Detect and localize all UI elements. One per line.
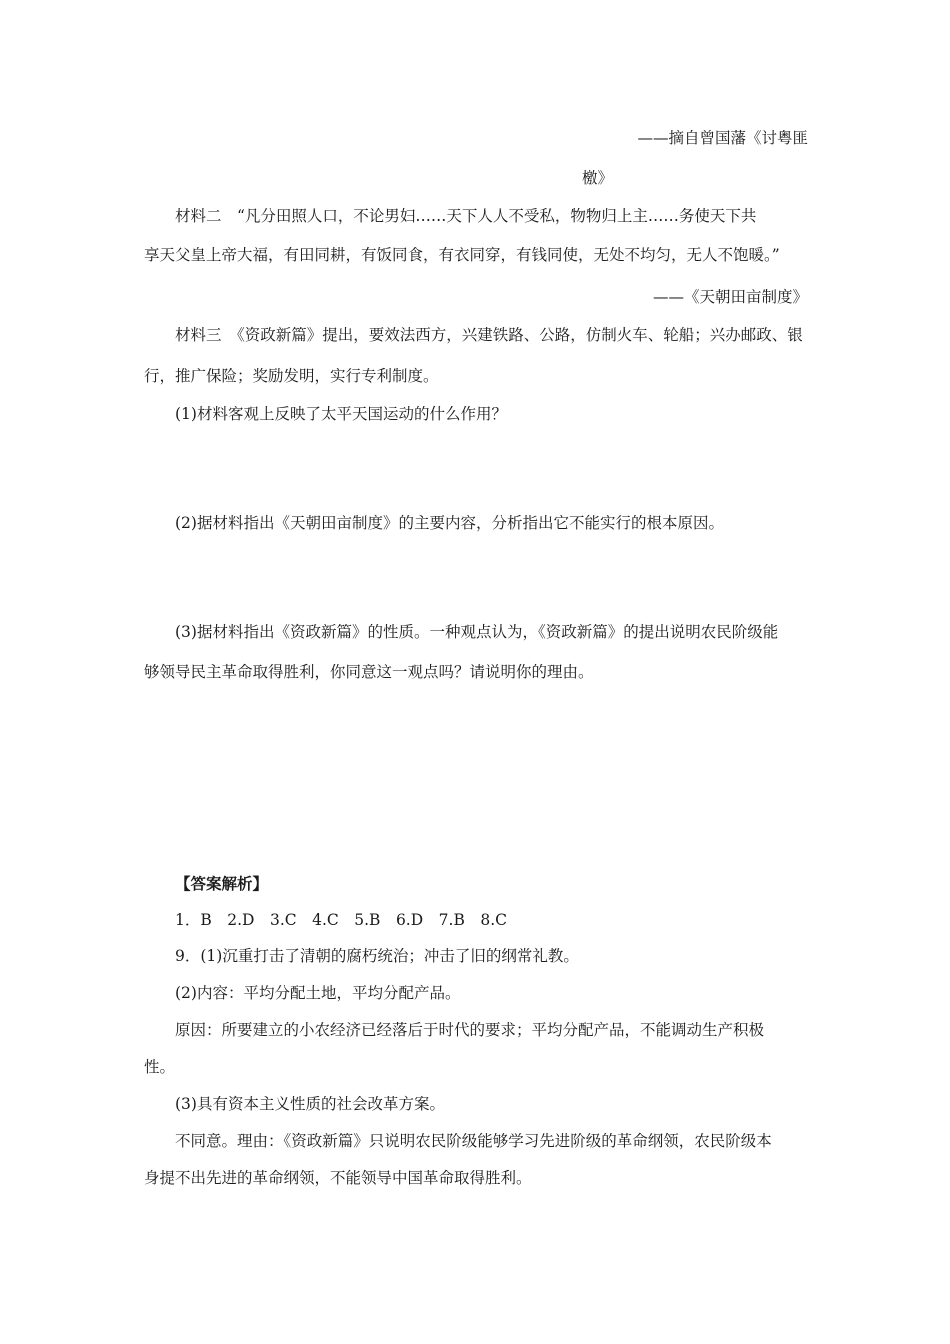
answer-9-3: (3)具有资本主义性质的社会改革方案。 (175, 1095, 445, 1113)
material3-line2: 行，推广保险；奖励发明，实行专利制度。 (144, 367, 439, 385)
answer-9-3-reason-line1: 不同意。理由：《资政新篇》只说明农民阶级能够学习先进阶级的革命纲领，农民阶级本 (175, 1132, 772, 1150)
material2-line1: 材料二 “凡分田照人口，不论男妇……天下人人不受私，物物归上主……务使天下共 (175, 207, 757, 225)
answer-9-2: (2)内容：平均分配土地，平均分配产品。 (175, 984, 461, 1002)
answer-9-2-reason-line1: 原因：所要建立的小农经济已经落后于时代的要求；平均分配产品，不能调动生产积极 (175, 1021, 765, 1039)
answer-heading: 【答案解析】 (175, 874, 269, 893)
question-2: (2)据材料指出《天朝田亩制度》的主要内容，分析指出它不能实行的根本原因。 (175, 514, 724, 532)
material1-source-line1: ——摘自曾国藩《讨粤匪 (637, 129, 808, 147)
material3-line1: 材料三 《资政新篇》提出，要效法西方，兴建铁路、公路，仿制火车、轮船；兴办邮政、银 (175, 326, 803, 344)
question-1: (1)材料客观上反映了太平天国运动的什么作用？ (175, 405, 507, 423)
answer-choices: 1．B 2.D 3.C 4.C 5.B 6.D 7.B 8.C (175, 911, 507, 929)
material2-line2: 享天父皇上帝大福，有田同耕，有饭同食，有衣同穿，有钱同使，无处不均匀，无人不饱暖。” (144, 246, 780, 264)
answer-9-3-reason-line2: 身提不出先进的革命纲领，不能领导中国革命取得胜利。 (144, 1169, 532, 1187)
answer-9-1: 9．(1)沉重打击了清朝的腐朽统治；冲击了旧的纲常礼教。 (175, 947, 579, 965)
question-3-line1: (3)据材料指出《资政新篇》的性质。一种观点认为，《资政新篇》的提出说明农民阶级能 (175, 623, 779, 641)
question-3-line2: 够领导民主革命取得胜利，你同意这一观点吗？请说明你的理由。 (144, 663, 594, 681)
answer-9-2-reason-line2: 性。 (144, 1058, 176, 1076)
material1-source-line2: 檄》 (582, 169, 614, 187)
material2-source: ——《天朝田亩制度》 (652, 288, 808, 306)
